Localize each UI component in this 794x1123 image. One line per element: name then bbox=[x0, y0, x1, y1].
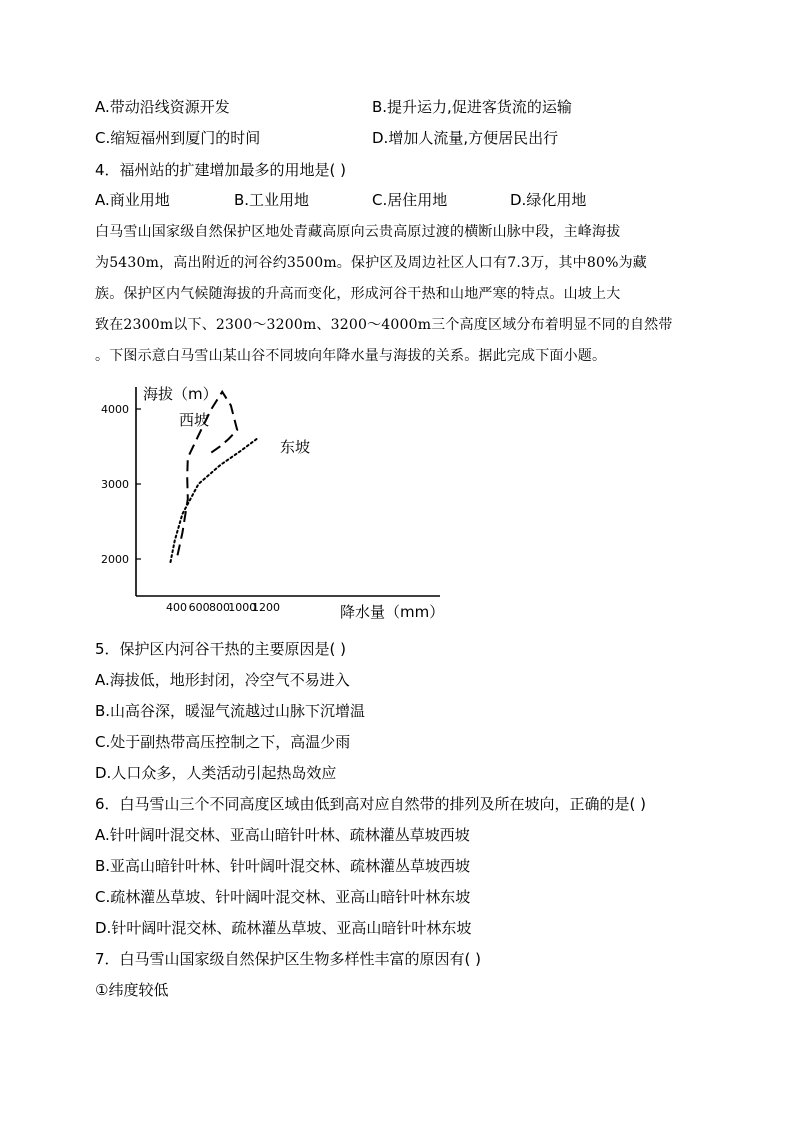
passage-line-5: 。下图示意白马雪山某山谷不同坡向年降水量与海拔的关系。据此完成下面小题。 bbox=[95, 348, 607, 364]
x-tick-label: 1200 bbox=[252, 601, 280, 614]
y-axis-title: 海拔（m） bbox=[143, 385, 218, 403]
q6-stem: 6．白马雪山三个不同高度区域由低到高对应自然带的排列及所在坡向，正确的是( ) bbox=[95, 795, 647, 813]
x-tick-label: 1000 bbox=[228, 601, 257, 614]
q3-option-c: C.缩短福州到厦门的时间 bbox=[95, 129, 261, 147]
q3-option-b: B.提升运力,促进客货流的运输 bbox=[372, 98, 572, 116]
q6-option-c: C.疏林灌丛草坡、针叶阔叶混交林、亚高山暗针叶林东坡 bbox=[95, 888, 471, 906]
q3-option-d: D.增加人流量,方便居民出行 bbox=[372, 129, 559, 147]
precipitation-altitude-chart bbox=[95, 375, 465, 625]
q5-stem: 5．保护区内河谷干热的主要原因是( ) bbox=[95, 640, 347, 658]
y-tick-label: 4000 bbox=[101, 403, 129, 416]
q4-option-a: A.商业用地 bbox=[95, 191, 170, 209]
q4-option-d: D.绿化用地 bbox=[510, 191, 587, 209]
q5-option-b: B.山高谷深，暖湿气流越过山脉下沉增温 bbox=[95, 702, 366, 720]
q4-option-c: C.居住用地 bbox=[372, 191, 448, 209]
q3-option-a: A.带动沿线资源开发 bbox=[95, 98, 230, 116]
q7-stem: 7．白马雪山国家级自然保护区生物多样性丰富的原因有( ) bbox=[95, 950, 482, 968]
q5-option-d: D.人口众多，人类活动引起热岛效应 bbox=[95, 764, 337, 782]
x-axis-title: 降水量（mm） bbox=[340, 603, 445, 621]
q6-option-b: B.亚高山暗针叶林、针叶阔叶混交林、疏林灌丛草坡西坡 bbox=[95, 857, 471, 875]
passage-line-1: 白马雪山国家级自然保护区地处青藏高原向云贵高原过渡的横断山脉中段，主峰海拔 bbox=[95, 224, 621, 240]
q4-stem: 4．福州站的扩建增加最多的用地是( ) bbox=[95, 161, 347, 179]
q4-option-b: B.工业用地 bbox=[234, 191, 310, 209]
series-east-slope-line bbox=[171, 439, 257, 562]
q7-item-1: ①纬度较低 bbox=[95, 981, 169, 999]
q6-option-d: D.针叶阔叶混交林、疏林灌丛草坡、亚高山暗针叶林东坡 bbox=[95, 919, 472, 937]
q5-option-a: A.海拔低，地形封闭，冷空气不易进入 bbox=[95, 671, 350, 689]
passage-line-2: 为5430m，高出附近的河谷约3500m。保护区及周边社区人口有7.3万，其中80%为藏 bbox=[95, 255, 647, 271]
y-tick-label: 2000 bbox=[101, 553, 129, 566]
y-tick-label: 3000 bbox=[101, 478, 129, 491]
q5-option-c: C.处于副热带高压控制之下，高温少雨 bbox=[95, 733, 351, 751]
passage-line-3: 族。保护区内气候随海拔的升高而变化，形成河谷干热和山地严寒的特点。山坡上大 bbox=[95, 286, 621, 302]
series-west-slope-label: 西坡 bbox=[179, 411, 210, 429]
chart-axes bbox=[101, 387, 440, 614]
series-east-slope-label: 东坡 bbox=[280, 438, 311, 456]
passage-line-4: 致在2300m以下、2300～3200m、3200～4000m三个高度区域分布着明显不同的自然带 bbox=[95, 317, 673, 333]
q6-option-a: A.针叶阔叶混交林、亚高山暗针叶林、疏林灌丛草坡西坡 bbox=[95, 826, 470, 844]
x-tick-label: 400 bbox=[166, 601, 187, 614]
x-tick-label: 800 bbox=[209, 601, 230, 614]
x-tick-label: 600 bbox=[188, 601, 210, 614]
